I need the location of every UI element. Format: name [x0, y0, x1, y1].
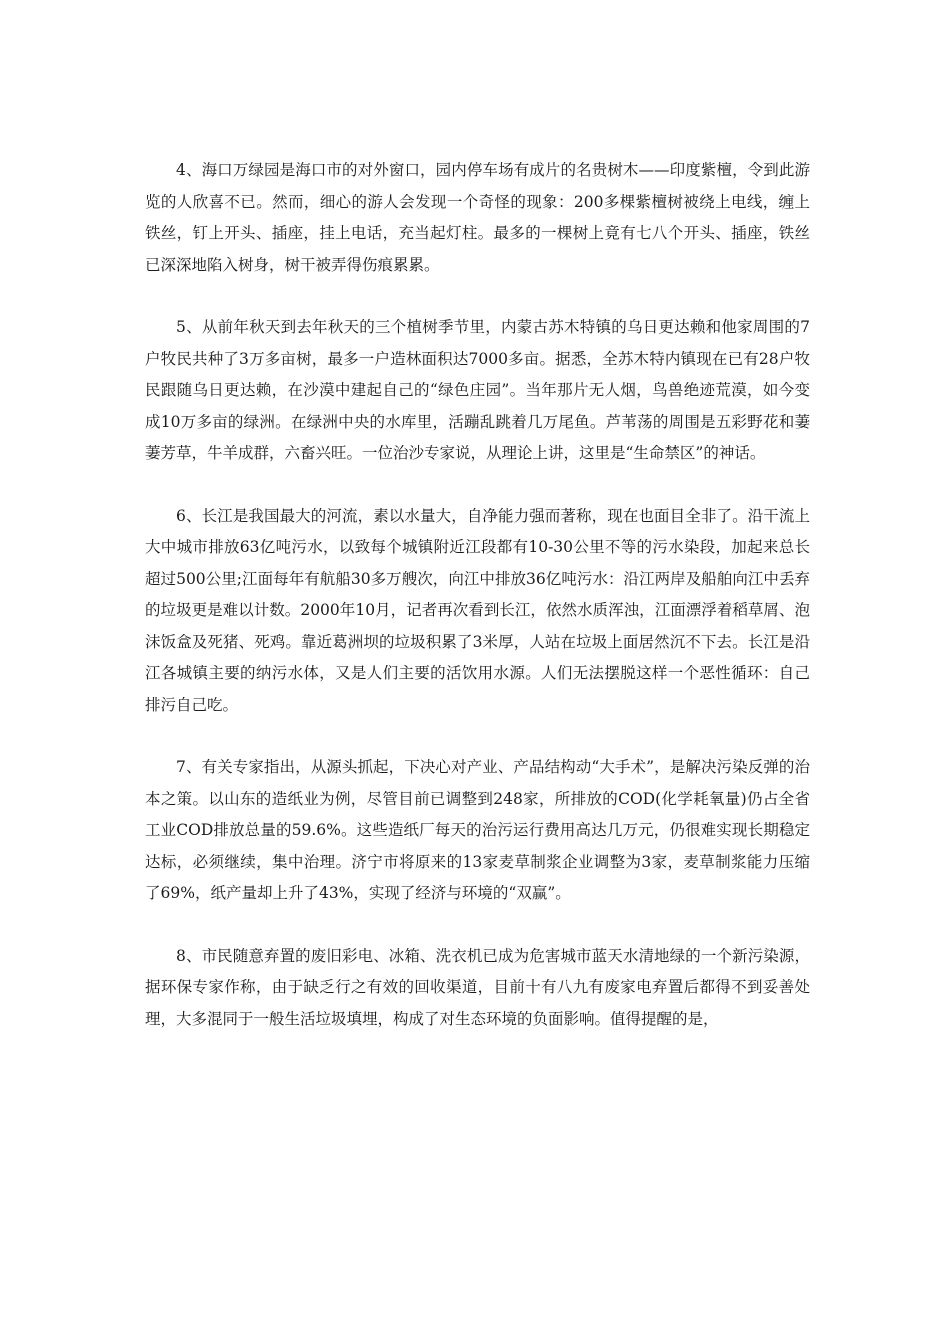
paragraph-7: 7、有关专家指出，从源头抓起，下决心对产业、产品结构动“大手术”，是解决污染反弹的治本之策。以山东的造纸业为例，尽管目前已调整到248家，所排放的COD(化学耗氧量)仍占全省工业COD排放总量的59.6%。这些造纸厂每天的治污运行费用高达几万元，仍很难实现长期稳定达标，必须继续，集中治理。济宁市将原来的13家麦草制浆企业调整为3家，麦草制浆能力压缩了69%，纸产量却上升了43%，实现了经济与环境的“双赢”。 — [145, 758, 810, 902]
paragraph-5: 5、从前年秋天到去年秋天的三个植树季节里，内蒙古苏木特镇的乌日更达赖和他家周围的7户牧民共种了3万多亩树，最多一户造林面积达7000多亩。据悉，全苏木特内镇现在已有28户牧民跟随乌日更达赖，在沙漠中建起自己的“绿色庄园”。当年那片无人烟，鸟兽绝迹荒漠，如今变成10万多亩的绿洲。在绿洲中央的水库里，活蹦乱跳着几万尾鱼。芦苇荡的周围是五彩野花和萋萋芳草，牛羊成群，六畜兴旺。一位治沙专家说，从理论上讲，这里是“生命禁区”的神话。 — [145, 318, 810, 462]
paragraph-6: 6、长江是我国最大的河流，素以水量大，自净能力强而著称，现在也面目全非了。沿干流上大中城市排放63亿吨污水，以致每个城镇附近江段都有10-30公里不等的污水染段，加起来总长超过500公里;江面每年有航船30多万艘次，向江中排放36亿吨污水：沿江两岸及船舶向江中丢弃的垃圾更是难以计数。2000年10月，记者再次看到长江，依然水质浑浊，江面漂浮着稻草屑、泡沫饭盒及死猪、死鸡。靠近葛洲坝的垃圾积累了3米厚，人站在垃圾上面居然沉不下去。长江是沿江各城镇主要的纳污水体，又是人们主要的活饮用水源。人们无法摆脱这样一个恶性循环：自己排污自己吃。 — [145, 506, 810, 714]
document-body — [145, 155, 810, 1066]
paragraph-4: 4、海口万绿园是海口市的对外窗口，园内停车场有成片的名贵树木——印度紫檀，令到此游览的人欣喜不已。然而，细心的游人会发现一个奇怪的现象：200多棵紫檀树被绕上电线，缠上铁丝，钉上开头、插座，挂上电话，充当起灯柱。最多的一棵树上竟有七八个开头、插座，铁丝已深深地陷入树身，树干被弄得伤痕累累。 — [145, 161, 810, 274]
paragraph-8: 8、市民随意弃置的废旧彩电、冰箱、洗衣机已成为危害城市蓝天水清地绿的一个新污染源，据环保专家作称，由于缺乏行之有效的回收渠道，目前十有八九有废家电弃置后都得不到妥善处理，大多混同于一般生活垃圾填埋，构成了对生态环境的负面影响。值得提醒的是， — [145, 946, 810, 1028]
